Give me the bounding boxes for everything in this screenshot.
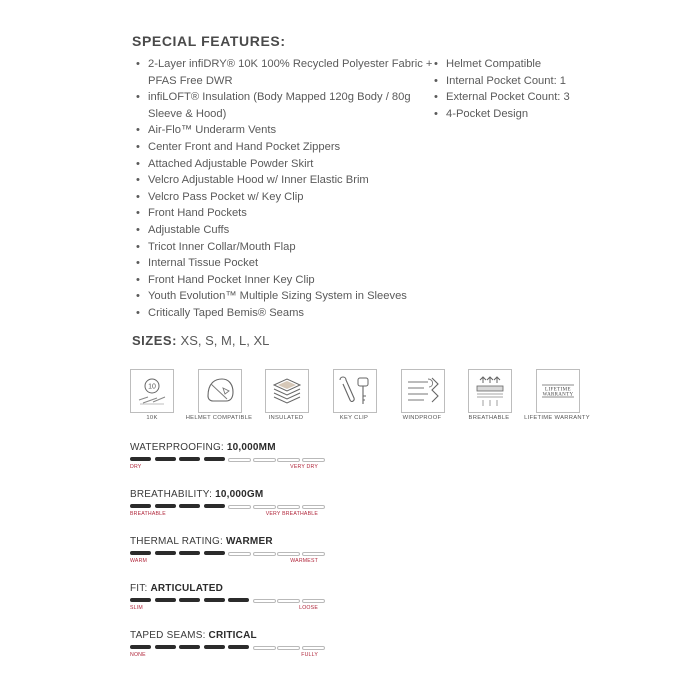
list-item: • Attached Adjustable Powder Skirt: [135, 156, 435, 173]
insulated-icon: [265, 369, 309, 413]
rating-segment-empty: [228, 505, 251, 509]
list-item: • Internal Tissue Pocket: [135, 255, 435, 272]
rating-label: BREATHABILITY:: [130, 489, 216, 500]
rating-segment-empty: [253, 505, 276, 509]
icon-label-breathable: BREATHABLE: [468, 415, 510, 421]
rating-segment-filled: [204, 504, 225, 508]
rating-segment-filled: [204, 598, 225, 602]
rating-label: WATERPROOFING:: [130, 442, 227, 453]
rating-segment-filled: [155, 551, 176, 555]
list-item: • Tricot Inner Collar/Mouth Flap: [135, 239, 435, 256]
rating-segment-empty: [302, 458, 325, 462]
list-item: • Helmet Compatible: [433, 56, 613, 73]
rating-segment-filled: [130, 551, 151, 555]
list-item: • Front Hand Pocket Inner Key Clip: [135, 272, 435, 289]
rating-bar: [130, 504, 318, 509]
rating-label: THERMAL RATING:: [130, 536, 226, 547]
rating-segment-filled: [130, 645, 151, 649]
list-item: • Front Hand Pockets: [135, 205, 435, 222]
rating-max-label: LOOSE: [299, 605, 318, 611]
icon-label-10k: 10K: [146, 415, 158, 421]
rating-value: WARMER: [225, 536, 273, 547]
rating-segment-filled: [179, 598, 200, 602]
rating-min-label: NONE: [130, 652, 146, 658]
svg-text:WARRANTY: WARRANTY: [542, 392, 574, 398]
rating-segment-filled: [228, 645, 249, 649]
list-item: • 4-Pocket Design: [433, 106, 613, 123]
list-item: • Youth Evolution™ Multiple Sizing System in Sleeves: [135, 288, 435, 305]
rating-segment-empty: [253, 552, 276, 556]
list-item: • External Pocket Count: 3: [433, 89, 613, 106]
rating-segment-filled: [204, 457, 225, 461]
list-item: • Air-Flo™ Underarm Vents: [135, 122, 435, 139]
feature-list-left: [135, 56, 435, 322]
rating-segment-filled: [179, 551, 200, 555]
rating-min-label: BREATHABLE: [130, 511, 166, 517]
list-item: • 2-Layer infiDRY® 10K 100% Recycled Polyester Fabric + PFAS Free DWR: [135, 56, 435, 89]
icon-label-helmet: HELMET COMPATIBLE: [185, 415, 253, 421]
rating-segment-filled: [179, 645, 200, 649]
helmet-icon: [198, 369, 242, 413]
rating-title: [130, 442, 276, 453]
rating-bar: [130, 457, 318, 462]
rating-segment-filled: [204, 645, 225, 649]
rating-segment-filled: [179, 457, 200, 461]
rating-segment-empty: [277, 458, 300, 462]
feature-list-right: [433, 56, 613, 122]
rating-segment-empty: [302, 505, 325, 509]
rating-min-label: SLIM: [130, 605, 143, 611]
rating-min-label: DRY: [130, 464, 142, 470]
rating-value: ARTICULATED: [150, 583, 224, 594]
breathable-icon: [468, 369, 512, 413]
rating-segment-empty: [253, 458, 276, 462]
rating-title: [130, 489, 263, 500]
rating-max-label: FULLY: [301, 652, 318, 658]
rating-max-label: VERY BREATHABLE: [265, 511, 318, 517]
icon-label-lifetime-warranty: LIFETIME WARRANTY: [524, 415, 590, 421]
rating-min-label: WARM: [130, 558, 148, 564]
windproof-icon: [401, 369, 445, 413]
rating-max-label: VERY DRY: [290, 464, 318, 470]
rating-bar: [130, 645, 318, 650]
key-clip-icon: [333, 369, 377, 413]
rating-segment-empty: [253, 646, 276, 650]
rating-label: FIT:: [130, 583, 151, 594]
rating-title: [130, 583, 223, 594]
icon-label-windproof: WINDPROOF: [402, 415, 442, 421]
icon-label-insulated: INSULATED: [268, 415, 304, 421]
rating-max-label: WARMEST: [290, 558, 318, 564]
rating-segment-filled: [155, 457, 176, 461]
rating-segment-filled: [155, 645, 176, 649]
rating-segment-empty: [277, 599, 300, 603]
rating-segment-empty: [228, 552, 251, 556]
rating-segment-empty: [277, 552, 300, 556]
list-item: • Center Front and Hand Pocket Zippers: [135, 139, 435, 156]
rating-segment-filled: [155, 598, 176, 602]
rating-segment-filled: [130, 598, 151, 602]
rating-bar: [130, 598, 318, 603]
rating-segment-filled: [130, 457, 151, 461]
warranty-badge-text: LIFETIME: [545, 387, 571, 393]
rating-segment-empty: [277, 646, 300, 650]
rating-title: [130, 630, 257, 641]
list-item: • Internal Pocket Count: 1: [433, 73, 613, 90]
sizes-values: XS, S, M, L, XL: [180, 333, 270, 348]
list-item: • Critically Taped Bemis® Seams: [135, 305, 435, 322]
sizes-line: [132, 333, 269, 348]
rating-value: 10,000GM: [215, 489, 264, 500]
rating-segment-empty: [302, 646, 325, 650]
rating-segment-filled: [204, 551, 225, 555]
rating-segment-empty: [253, 599, 276, 603]
rating-label: TAPED SEAMS:: [130, 630, 209, 641]
rating-value: 10,000MM: [226, 442, 276, 453]
list-item: • Velcro Adjustable Hood w/ Inner Elastic Brim: [135, 172, 435, 189]
rating-title: [130, 536, 273, 547]
rating-segment-empty: [277, 505, 300, 509]
list-item: • Adjustable Cuffs: [135, 222, 435, 239]
rating-segment-empty: [302, 599, 325, 603]
rating-value: CRITICAL: [208, 630, 257, 641]
lifetime-warranty-icon: [536, 369, 580, 413]
icon-label-key-clip: KEY CLIP: [339, 415, 369, 421]
rating-segment-filled: [228, 598, 249, 602]
rating-segment-empty: [228, 458, 251, 462]
rating-segment-empty: [302, 552, 325, 556]
list-item: • infiLOFT® Insulation (Body Mapped 120g Body / 80g Sleeve & Hood): [135, 89, 435, 122]
10k-icon: [130, 369, 174, 413]
sizes-label: SIZES:: [132, 333, 177, 348]
special-features-heading: SPECIAL FEATURES:: [132, 33, 286, 49]
rating-segment-filled: [155, 504, 176, 508]
rating-bar: [130, 551, 318, 556]
rating-segment-filled: [130, 504, 151, 508]
rating-segment-filled: [179, 504, 200, 508]
10k-badge-text: 10: [148, 383, 156, 391]
list-item: • Velcro Pass Pocket w/ Key Clip: [135, 189, 435, 206]
